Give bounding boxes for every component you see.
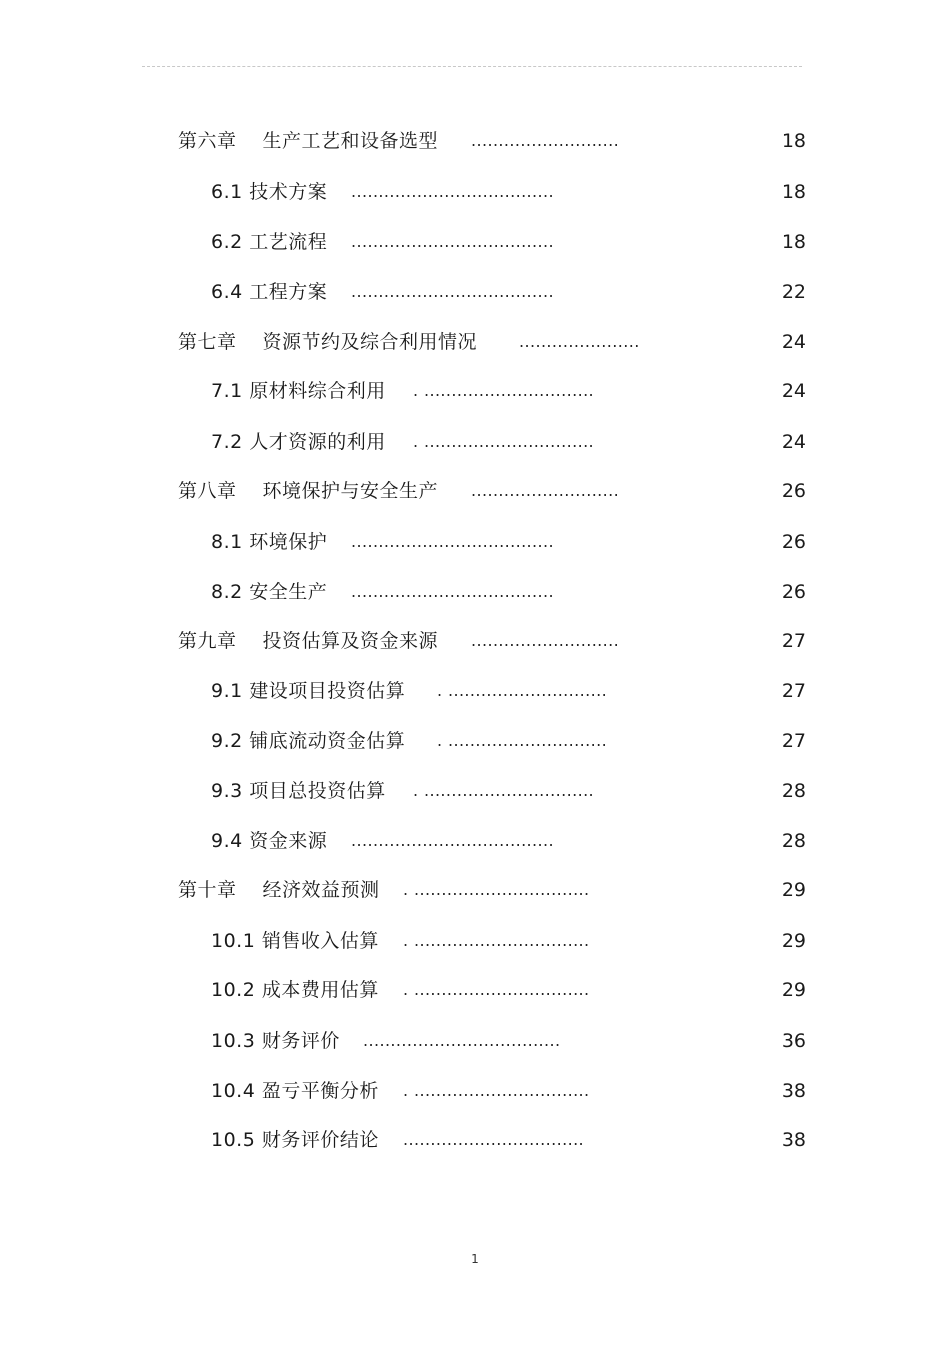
toc-page-number: 28 <box>781 830 806 852</box>
toc-page-number: 24 <box>781 331 806 353</box>
toc-leader-dots: . ............................. <box>437 731 608 750</box>
toc-page-number: 26 <box>781 480 806 502</box>
toc-page-number: 29 <box>781 930 806 952</box>
toc-leader-dots: . ............................... <box>413 781 595 800</box>
toc-page-number: 29 <box>781 879 806 901</box>
toc-entry-label: 第十章 经济效益预测 <box>178 879 380 901</box>
toc-leader-dots: .................................... <box>363 1031 561 1050</box>
toc-entry-label: 9.4 资金来源 <box>211 830 328 852</box>
toc-section-10-4[interactable] <box>0 1076 950 1106</box>
toc-entry-label: 第六章 生产工艺和设备选型 <box>178 130 439 152</box>
toc-page-number: 18 <box>781 181 806 203</box>
toc-page-number: 36 <box>781 1030 806 1052</box>
toc-page-number: 24 <box>781 380 806 402</box>
toc-entry-label: 9.2 铺底流动资金估算 <box>211 730 406 752</box>
toc-page-number: 27 <box>781 630 806 652</box>
toc-entry-label: 7.2 人才资源的利用 <box>211 431 386 453</box>
toc-chapter-6[interactable] <box>0 126 950 156</box>
toc-entry-label: 6.1 技术方案 <box>211 181 328 203</box>
toc-leader-dots: . ................................ <box>403 931 590 950</box>
toc-chapter-9[interactable] <box>0 626 950 656</box>
toc-section-9-3[interactable] <box>0 776 950 806</box>
toc-chapter-7[interactable] <box>0 327 950 357</box>
toc-section-6-1[interactable] <box>0 177 950 207</box>
toc-section-7-2[interactable] <box>0 427 950 457</box>
toc-leader-dots: ................................. <box>403 1130 585 1149</box>
toc-leader-dots: . ............................... <box>413 432 595 451</box>
toc-page-number: 27 <box>781 680 806 702</box>
toc-entry-label: 10.3 财务评价 <box>211 1030 340 1052</box>
toc-section-8-2[interactable] <box>0 577 950 607</box>
toc-section-10-2[interactable] <box>0 975 950 1005</box>
toc-leader-dots: ..................................... <box>351 182 554 201</box>
toc-section-7-1[interactable] <box>0 376 950 406</box>
toc-leader-dots: . ............................. <box>437 681 608 700</box>
page-footer-number: 1 <box>471 1252 479 1266</box>
toc-chapter-8[interactable] <box>0 476 950 506</box>
toc-entry-label: 7.1 原材料综合利用 <box>211 380 386 402</box>
toc-page-number: 22 <box>781 281 806 303</box>
toc-leader-dots: ........................... <box>471 631 620 650</box>
toc-leader-dots: . ................................ <box>403 1081 590 1100</box>
toc-entry-label: 第八章 环境保护与安全生产 <box>178 480 439 502</box>
toc-leader-dots: ..................................... <box>351 232 554 251</box>
toc-page-number: 26 <box>781 531 806 553</box>
toc-entry-label: 8.1 环境保护 <box>211 531 328 553</box>
toc-entry-label: 6.4 工程方案 <box>211 281 328 303</box>
toc-entry-label: 8.2 安全生产 <box>211 581 328 603</box>
toc-leader-dots: ..................................... <box>351 831 554 850</box>
toc-leader-dots: . ................................ <box>403 980 590 999</box>
toc-page-number: 38 <box>781 1080 806 1102</box>
toc-leader-dots: ........................... <box>471 481 620 500</box>
toc-page-number: 29 <box>781 979 806 1001</box>
toc-entry-label: 10.2 成本费用估算 <box>211 979 379 1001</box>
toc-entry-label: 10.1 销售收入估算 <box>211 930 379 952</box>
toc-section-8-1[interactable] <box>0 527 950 557</box>
toc-leader-dots: ..................................... <box>351 282 554 301</box>
toc-entry-label: 第七章 资源节约及综合利用情况 <box>178 331 478 353</box>
toc-section-9-4[interactable] <box>0 826 950 856</box>
toc-leader-dots: ..................................... <box>351 582 554 601</box>
toc-section-6-4[interactable] <box>0 277 950 307</box>
toc-page-number: 28 <box>781 780 806 802</box>
toc-entry-label: 10.4 盈亏平衡分析 <box>211 1080 379 1102</box>
toc-section-10-3[interactable] <box>0 1026 950 1056</box>
toc-section-6-2[interactable] <box>0 227 950 257</box>
toc-leader-dots: ...................... <box>519 332 640 351</box>
toc-page-number: 18 <box>781 130 806 152</box>
toc-chapter-10[interactable] <box>0 875 950 905</box>
toc-page-number: 27 <box>781 730 806 752</box>
toc-leader-dots: ..................................... <box>351 532 554 551</box>
toc-page-number: 18 <box>781 231 806 253</box>
toc-page-number: 26 <box>781 581 806 603</box>
toc-entry-label: 第九章 投资估算及资金来源 <box>178 630 439 652</box>
toc-section-9-1[interactable] <box>0 676 950 706</box>
toc-entry-label: 9.1 建设项目投资估算 <box>211 680 406 702</box>
toc-section-10-1[interactable] <box>0 926 950 956</box>
toc-entry-label: 10.5 财务评价结论 <box>211 1129 379 1151</box>
toc-page-number: 24 <box>781 431 806 453</box>
toc-page-number: 38 <box>781 1129 806 1151</box>
toc-leader-dots: . ............................... <box>413 381 595 400</box>
toc-section-9-2[interactable] <box>0 726 950 756</box>
toc-leader-dots: . ................................ <box>403 880 590 899</box>
toc-entry-label: 9.3 项目总投资估算 <box>211 780 386 802</box>
toc-section-10-5[interactable] <box>0 1125 950 1155</box>
toc-entry-label: 6.2 工艺流程 <box>211 231 328 253</box>
toc-leader-dots: ........................... <box>471 131 620 150</box>
